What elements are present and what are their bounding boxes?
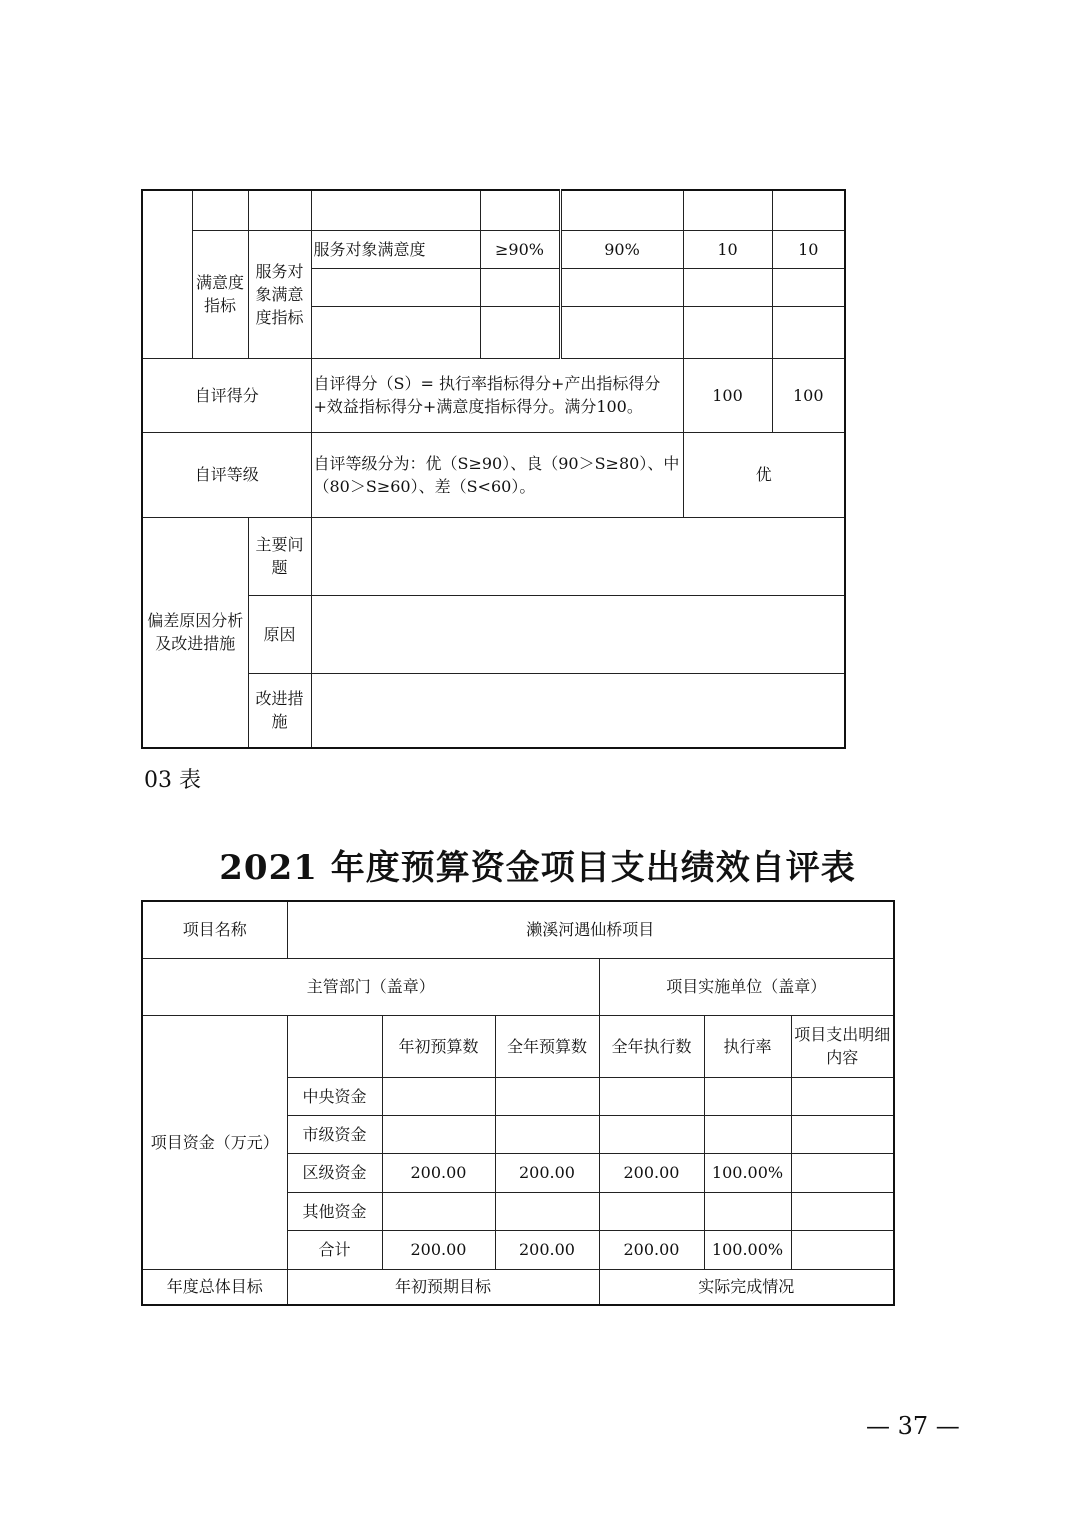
self-score-description: 自评得分（S）= 执行率指标得分+产出指标得分+效益指标得分+满意度指标得分。满分100。 — [311, 358, 683, 432]
actual-completion-label: 实际完成情况 — [599, 1269, 894, 1305]
actual-value: 90% — [560, 230, 683, 268]
reason-label: 原因 — [248, 595, 311, 673]
row-label: 区级资金 — [287, 1153, 382, 1192]
grade-label: 自评等级 — [142, 432, 311, 517]
project-funds-label: 项目资金（万元） — [142, 1015, 287, 1269]
item-name: 服务对象满意度 — [311, 230, 480, 268]
improvement-value — [311, 673, 845, 748]
blank-cell — [142, 190, 192, 358]
table-row: 区级资金 200.00 200.00 200.00 100.00% — [142, 1153, 894, 1192]
department-label: 主管部门（盖章） — [142, 958, 599, 1015]
annual-goal-label: 年度总体目标 — [142, 1269, 287, 1305]
header-expense-details: 项目支出明细内容 — [791, 1015, 894, 1077]
self-score-value: 100 — [772, 358, 845, 432]
row-label: 合计 — [287, 1230, 382, 1269]
grade-value: 优 — [683, 432, 845, 517]
grade-description: 自评等级分为：优（S≥90）、良（90＞S≥80）、中（80＞S≥60）、差（S<60）。 — [311, 432, 683, 517]
evaluation-table-continued — [141, 189, 846, 749]
implementing-unit-label: 项目实施单位（盖章） — [599, 958, 894, 1015]
main-problem-label: 主要问题 — [248, 517, 311, 595]
self-score-label: 自评得分 — [142, 358, 311, 432]
weight-value: 10 — [683, 230, 772, 268]
row-label: 其他资金 — [287, 1192, 382, 1230]
header-execution-rate: 执行率 — [704, 1015, 791, 1077]
main-problem-value — [311, 517, 845, 595]
project-name-value: 濑溪河遇仙桥项目 — [287, 901, 894, 958]
page-number: — 37 — — [866, 1412, 960, 1440]
self-evaluation-table — [141, 900, 895, 1306]
header-annual-execution: 全年执行数 — [599, 1015, 704, 1077]
satisfaction-indicator-label: 满意度指标 — [192, 230, 248, 358]
table-caption: 03 表 — [144, 768, 201, 793]
row-label: 市级资金 — [287, 1115, 382, 1153]
target-value: ≥90% — [480, 230, 560, 268]
table-row: 合计 200.00 200.00 200.00 100.00% — [142, 1230, 894, 1269]
service-satisfaction-indicator-label: 服务对象满意度指标 — [248, 230, 311, 358]
self-score-weight: 100 — [683, 358, 772, 432]
row-label: 中央资金 — [287, 1077, 382, 1115]
expected-goal-label: 年初预期目标 — [287, 1269, 599, 1305]
score-value: 10 — [772, 230, 845, 268]
project-name-label: 项目名称 — [142, 901, 287, 958]
improvement-label: 改进措施 — [248, 673, 311, 748]
page-title: 2021 年度预算资金项目支出绩效自评表 — [219, 848, 856, 888]
reason-value — [311, 595, 845, 673]
deviation-analysis-label: 偏差原因分析及改进措施 — [142, 517, 248, 748]
header-initial-budget: 年初预算数 — [382, 1015, 495, 1077]
header-annual-budget: 全年预算数 — [495, 1015, 599, 1077]
